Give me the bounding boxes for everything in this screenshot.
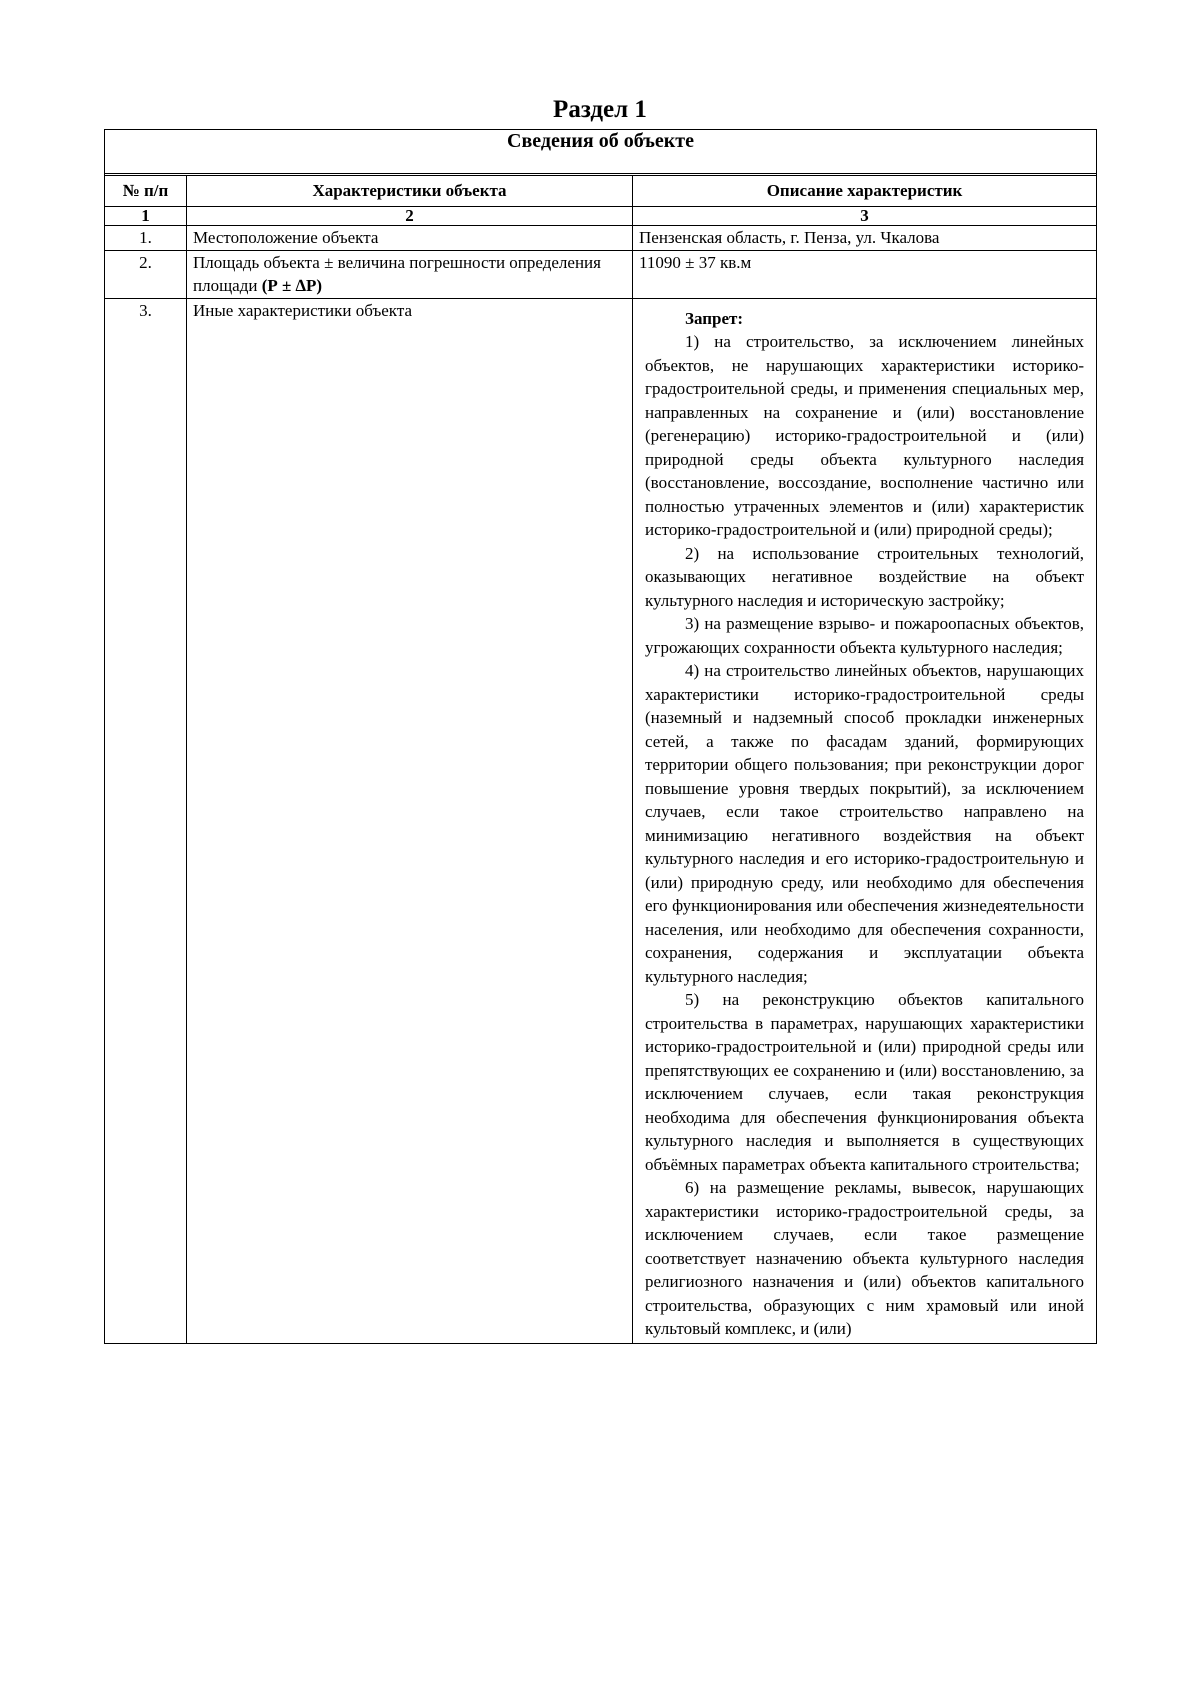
table-row: [105, 226, 1097, 251]
row-name: Местоположение объекта: [187, 226, 633, 251]
row-number: 2.: [105, 250, 187, 298]
row-name: Иные характеристики объекта: [187, 298, 633, 1343]
column-number-3: 3: [633, 207, 1097, 226]
column-number-1: 1: [105, 207, 187, 226]
restrictions-description: [633, 298, 1097, 1343]
row-number: 3.: [105, 298, 187, 1343]
restriction-item: 6) на размещение рекламы, вывесок, нарушающих характеристики историко-градостроительной среды, за исключением случаев, если такое размещение соответствует назначению объекта культурного наследия религиозного назначения и (или) объектов капитального строительства, образующих с ним храмовый или иной культовый комплекс, и (или): [645, 1178, 1085, 1338]
header-description: Описание характеристик: [633, 176, 1097, 207]
table-row: [105, 250, 1097, 298]
table-row: [105, 298, 1097, 1343]
header-number: № п/п: [105, 176, 187, 207]
header-characteristics: Характеристики объекта: [187, 176, 633, 207]
restriction-item: 5) на реконструкцию объектов капитального строительства в параметрах, нарушающих характеристики историко-градостроительной и (или) природной среды или препятствующих ее сохранению и (или) восстановлению, за исключением случаев, если такая реконструкция необходима для обеспечения функционирования объекта культурного наследия и выполняется в существующих объёмных параметрах объекта капитального строительства;: [645, 990, 1085, 1174]
restriction-item: 2) на использование строительных технологий, оказывающих негативное воздействие на объект культурного наследия и историческую застройку;: [645, 543, 1085, 610]
restriction-item: 3) на размещение взрыво- и пожароопасных объектов, угрожающих сохранности объекта культурного наследия;: [645, 614, 1085, 657]
page-title: Раздел 1: [553, 96, 647, 123]
restriction-item: 1) на строительство, за исключением линейных объектов, не нарушающих характеристики историко-градостроительной среды, и применения специальных мер, направленных на сохранение и (или) восстановление (регенерацию) историко-градостроительной и (или) природной среды объекта культурного наследия (восстановление, воссоздание, восполнение частично или полностью утраченных элементов и (или) характеристик историко-градостроительной и (или) природной среды);: [645, 332, 1085, 539]
row-number: 1.: [105, 226, 187, 251]
column-number-2: 2: [187, 207, 633, 226]
object-info-table: [104, 129, 1097, 1344]
restrictions-label: Запрет:: [685, 308, 744, 328]
row-name: [187, 250, 633, 298]
row-value: Пензенская область, г. Пенза, ул. Чкалова: [633, 226, 1097, 251]
row-value: 11090 ± 37 кв.м: [633, 250, 1097, 298]
area-formula: (Р ± ∆Р): [261, 276, 323, 295]
header-row: [105, 176, 1097, 207]
column-numbers-row: [105, 207, 1097, 226]
restriction-item: 4) на строительство линейных объектов, нарушающих характеристики историко-градостроительной среды (наземный и надземный способ прокладки инженерных сетей, а также по фасадам зданий, формирующих территории общего пользования; при реконструкции дорог повышение уровня твердых покрытий), за исключением случаев, если такое строительство направлено на минимизацию негативного воздействия на объект культурного наследия и его историко-градостроительную и (или) природную среду, или необходимо для обеспечения его функционирования или обеспечения жизнедеятельности населения, или необходимо для обеспечения сохранности, сохранения, содержания и эксплуатации объекта культурного наследия;: [645, 661, 1085, 986]
area-label: Площадь объекта ± величина погрешности определения площади: [193, 252, 601, 295]
table-caption: Сведения об объекте: [105, 130, 1097, 174]
